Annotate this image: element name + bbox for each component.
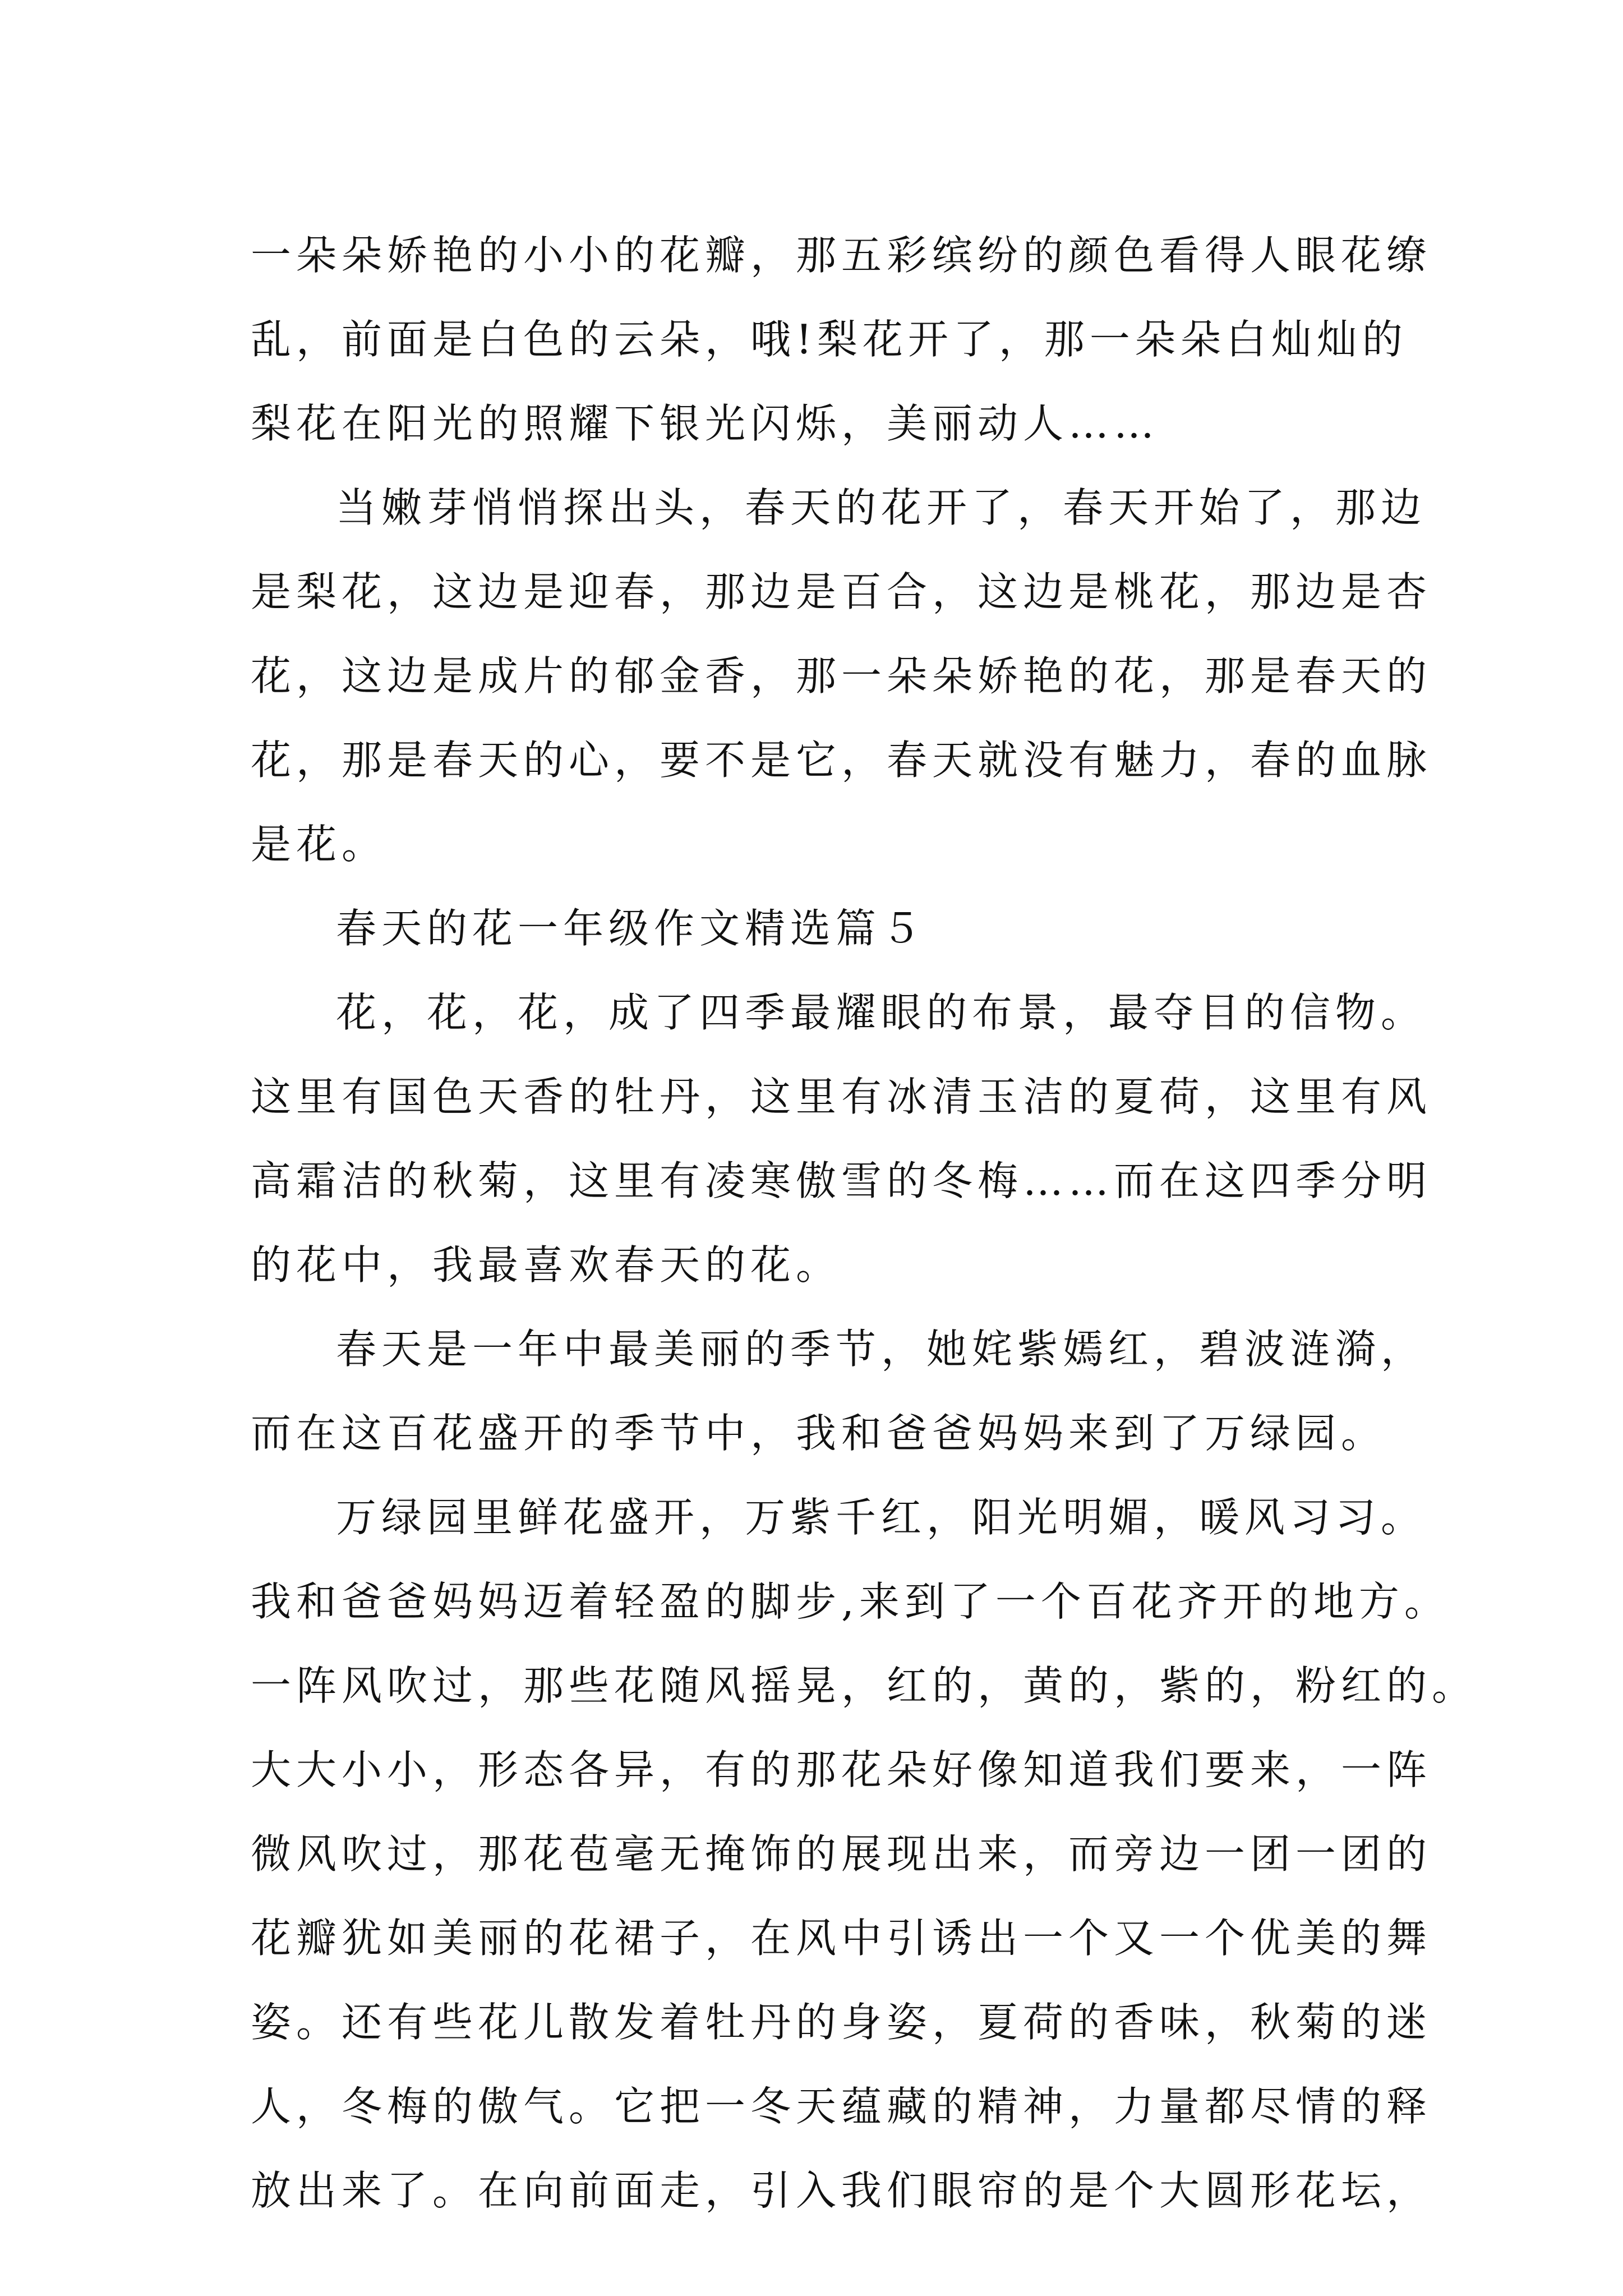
text-line: 乱，前面是白色的云朵，哦!梨花开了，那一朵朵白灿灿的	[251, 316, 1408, 363]
text-line: 人，冬梅的傲气。它把一冬天蕴藏的精神，力量都尽情的释	[251, 2083, 1432, 2130]
text-line: 而在这百花盛开的季节中，我和爸爸妈妈来到了万绿园。	[251, 1410, 1387, 1457]
text-line: 一朵朵娇艳的小小的花瓣，那五彩缤纷的颜色看得人眼花缭	[251, 232, 1432, 279]
text-line: 放出来了。在向前面走，引入我们眼帘的是个大圆形花坛，	[251, 2167, 1432, 2214]
section-heading: 春天的花一年级作文精选篇５	[336, 905, 927, 952]
text-line: 这里有国色天香的牡丹，这里有冰清玉洁的夏荷，这里有风	[251, 1073, 1432, 1120]
text-line: 姿。还有些花儿散发着牡丹的身姿，夏荷的香味，秋菊的迷	[251, 1999, 1432, 2046]
text-line: 花瓣犹如美丽的花裙子，在风中引诱出一个又一个优美的舞	[251, 1915, 1432, 1962]
text-line: 是花。	[251, 821, 388, 868]
paragraph-first-line: 花，花，花，成了四季最耀眼的布景，最夺目的信物。	[336, 989, 1427, 1036]
text-line: 花，那是春天的心，要不是它，春天就没有魅力，春的血脉	[251, 737, 1432, 784]
text-line: 我和爸爸妈妈迈着轻盈的脚步,来到了一个百花齐开的地方。	[251, 1578, 1450, 1625]
text-line: 一阵风吹过，那些花随风摇晃，红的，黄的，紫的，粉红的。	[251, 1662, 1478, 1709]
text-line: 大大小小，形态各异，有的那花朵好像知道我们要来，一阵	[251, 1746, 1432, 1793]
text-line: 梨花在阳光的照耀下银光闪烁，美丽动人……	[251, 400, 1160, 447]
paragraph-first-line: 当嫩芽悄悄探出头，春天的花开了，春天开始了，那边	[336, 484, 1427, 531]
text-line: 花，这边是成片的郁金香，那一朵朵娇艳的花，那是春天的	[251, 652, 1432, 700]
text-line: 是梨花，这边是迎春，那边是百合，这边是桃花，那边是杏	[251, 568, 1432, 615]
paragraph-first-line: 万绿园里鲜花盛开，万紫千红，阳光明媚，暖风习习。	[336, 1494, 1427, 1541]
text-line: 微风吹过，那花苞毫无掩饰的展现出来，而旁边一团一团的	[251, 1830, 1432, 1878]
text-line: 的花中，我最喜欢春天的花。	[251, 1241, 842, 1289]
paragraph-first-line: 春天是一年中最美丽的季节，她姹紫嫣红，碧波涟漪，	[336, 1326, 1427, 1373]
text-line: 高霜洁的秋菊，这里有凌寒傲雪的冬梅……而在这四季分明	[251, 1157, 1432, 1204]
essay-body	[251, 213, 1478, 2233]
